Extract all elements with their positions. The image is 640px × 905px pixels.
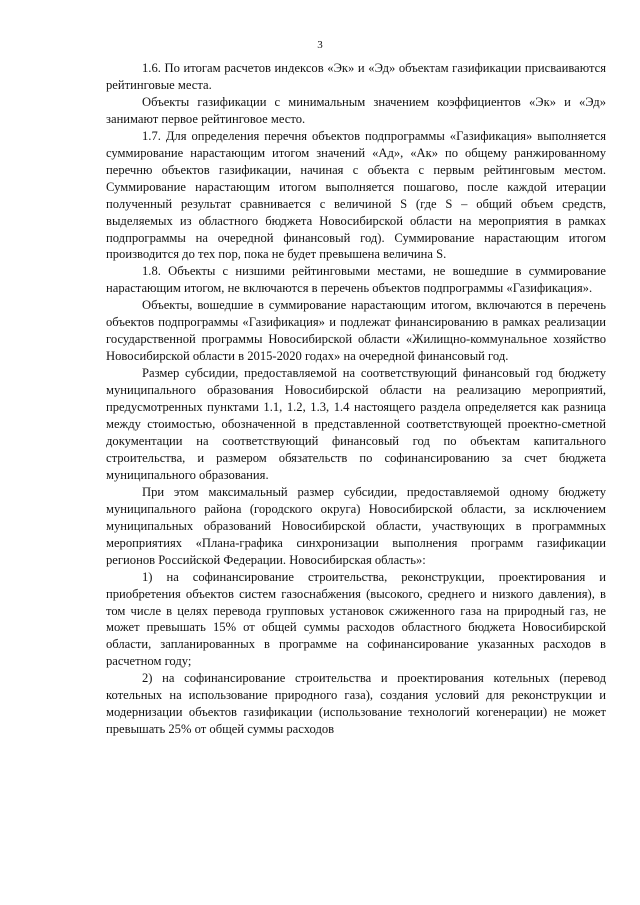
document-body bbox=[106, 60, 606, 738]
paragraph-1-8: 1.8. Объекты с низшими рейтинговыми местами, не вошедшие в суммирование нарастающим итогом, не включаются в перечень объектов подпрограммы «Газификация». bbox=[106, 264, 606, 296]
paragraph-rating-first-place: Объекты газификации с минимальным значением коэффициентов «Эк» и «Эд» занимают первое рейтинговое место. bbox=[106, 94, 606, 126]
paragraph-1-7: 1.7. Для определения перечня объектов подпрограммы «Газификация» выполняется суммирование нарастающим итогом значений «Ад», «Ак» по общему ранжированному перечню объектов газификации, начиная с объекта с первым рейтинговым местом. Суммирование нарастающим итогом выполняется пошагово, после каждой итерации полученный результат сравнивается с величиной S (где S – общий объем средств, выделяемых из областного бюджета Новосибирской области на мероприятия в рамках подпрограммы на очередной финансовый год). Суммирование нарастающим итогом производится до тех пор, пока не будет превышена величина S. bbox=[106, 128, 606, 262]
paragraph-included-objects: Объекты, вошедшие в суммирование нарастающим итогом, включаются в перечень объектов подпрограммы «Газификация» и подлежат финансированию в рамках реализации государственной программы Новосибирской области «Жилищно-коммунальное хозяйство Новосибирской области в 2015-2020 годах» на очередной финансовый год. bbox=[106, 298, 606, 364]
paragraph-subsidy-size: Размер субсидии, предоставляемой на соответствующий финансовый год бюджету муниципального образования Новосибирской области на реализацию мероприятий, предусмотренных пунктами 1.1, 1.2, 1.3, 1.4 настоящего раздела определяется как разница между стоимостью, обозначенной в представленной соответствующей проектно-сметной документации на соответствующий финансовый год по объектам капитального строительства, и размером обязательств по софинансированию за счет бюджета муниципального образования. bbox=[106, 366, 606, 482]
list-item-1: 1) на софинансирование строительства, реконструкции, проектирования и приобретения объектов систем газоснабжения (высокого, среднего и низкого давления), в том числе в целях перевода групповых установок сжиженного газа на природный газ, не может превышать 15% от общей суммы расходов областного бюджета Новосибирской области, запланированных в программе на софинансирование указанных расходов в расчетном году; bbox=[106, 569, 606, 669]
paragraph-max-subsidy: При этом максимальный размер субсидии, предоставляемой одному бюджету муниципального района (городского округа) Новосибирской области, за исключением муниципальных образований Новосибирской области, участвующих в программных мероприятиях «Плана-графика синхронизации выполнения программ газификации регионов Российской Федерации. Новосибирская область»: bbox=[106, 484, 606, 567]
paragraph-1-6: 1.6. По итогам расчетов индексов «Эк» и «Эд» объектам газификации присваиваются рейтинговые места. bbox=[106, 61, 606, 92]
list-item-2: 2) на софинансирование строительства и проектирования котельных (перевод котельных на использование природного газа), создания условий для реконструкции и модернизации объектов газификации (использование технологий когенерации) не может превышать 25% от общей суммы расходов bbox=[106, 671, 606, 737]
page-number: 3 bbox=[317, 39, 323, 51]
